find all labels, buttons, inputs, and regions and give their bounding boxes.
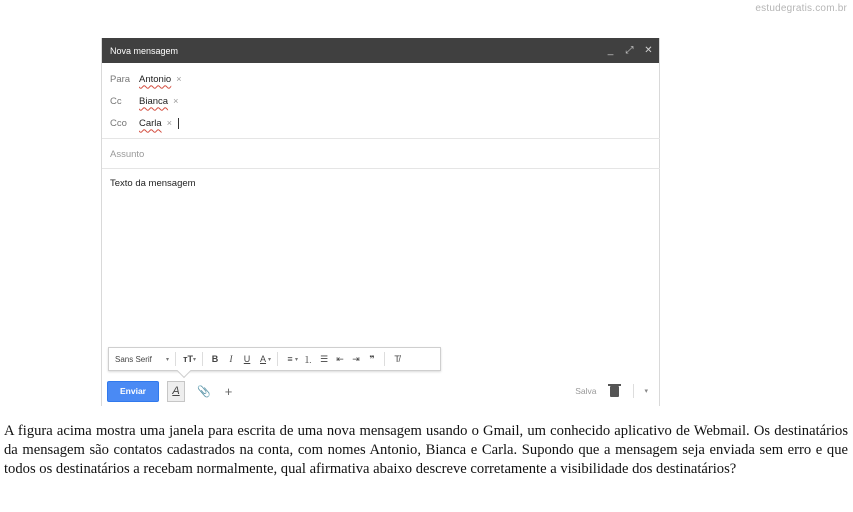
align-icon[interactable]: ≡ (287, 354, 293, 364)
window-controls (606, 46, 653, 56)
send-button[interactable]: Enviar (107, 381, 159, 402)
font-size-icon[interactable]: тT (183, 354, 193, 364)
saved-status: Salva (575, 386, 597, 396)
question-text: A figura acima mostra uma janela para escrita de uma nova mensagem usando o Gmail, um conhecido aplicativo de Webmail. Os destinatários da mensagem são contatos cadastrados na conta, com nomes Antonio, Bianca e Carla. Supondo que a mensagem seja enviada sem erro e que todos os destinatários a recebam normalmente, qual afirmativa abaixo descreve corretamente a visibilidade dos destinatários? (4, 423, 848, 477)
compose-titlebar[interactable] (102, 38, 659, 63)
compose-window (101, 38, 660, 406)
close-icon[interactable]: ✕ (644, 44, 653, 56)
formatting-toolbar (108, 347, 441, 371)
subject-input[interactable]: Assunto (110, 149, 145, 160)
italic-icon[interactable]: I (229, 354, 233, 364)
to-label: Para (110, 73, 131, 85)
minimize-icon[interactable]: _ (607, 44, 614, 56)
underline-icon[interactable]: U (243, 354, 251, 364)
more-options-icon[interactable]: ▾ (644, 388, 648, 395)
recipients-divider (102, 138, 660, 139)
text-color-icon[interactable]: A (260, 354, 267, 364)
subject-divider (102, 168, 660, 169)
remove-to-recipient-icon[interactable]: × (176, 74, 182, 84)
bcc-label: Cco (110, 117, 127, 129)
to-recipient-chip[interactable]: Antonio (139, 73, 172, 85)
indent-less-icon[interactable]: ⇤ (336, 353, 344, 364)
to-field[interactable] (102, 69, 182, 89)
remove-cc-recipient-icon[interactable]: × (173, 96, 179, 106)
text-cursor (178, 118, 179, 129)
insert-more-icon[interactable]: + (224, 383, 233, 399)
toolbar-separator (175, 352, 176, 366)
toolbar-separator (384, 352, 385, 366)
compose-bottom-bar (102, 376, 660, 406)
color-dropdown-icon[interactable]: ▾ (268, 356, 272, 363)
watermark: estudegratis.com.br (755, 3, 847, 14)
expand-icon[interactable]: ⤢ (625, 44, 634, 56)
toolbar-separator (277, 352, 278, 366)
bcc-field[interactable] (102, 113, 179, 133)
toolbar-separator (633, 384, 634, 398)
indent-more-icon[interactable]: ⇥ (352, 353, 360, 364)
cc-label: Cc (110, 95, 122, 107)
attach-file-icon[interactable]: 📎 (197, 385, 211, 398)
compose-title: Nova mensagem (110, 45, 179, 56)
formatting-options-icon[interactable]: A (167, 381, 185, 402)
size-dropdown-icon[interactable]: ▾ (193, 356, 197, 363)
numbered-list-icon[interactable]: ⒈ (303, 354, 313, 365)
cc-field[interactable] (102, 91, 178, 111)
toolbar-separator (202, 352, 203, 366)
bulleted-list-icon[interactable]: ☰ (320, 353, 329, 364)
font-family-select[interactable]: Sans Serif (115, 354, 152, 364)
message-body[interactable]: Texto da mensagem (110, 178, 196, 189)
cc-recipient-chip[interactable]: Bianca (139, 95, 169, 107)
remove-bcc-recipient-icon[interactable]: × (166, 118, 172, 128)
quote-icon[interactable]: ❞ (369, 353, 375, 364)
bold-icon[interactable]: B (211, 354, 219, 364)
align-dropdown-icon[interactable]: ▾ (295, 356, 299, 363)
font-dropdown-icon[interactable]: ▾ (166, 356, 170, 363)
remove-formatting-icon[interactable]: T̸ (394, 354, 400, 364)
bcc-recipient-chip[interactable]: Carla (139, 117, 162, 129)
trash-icon[interactable] (610, 386, 619, 397)
